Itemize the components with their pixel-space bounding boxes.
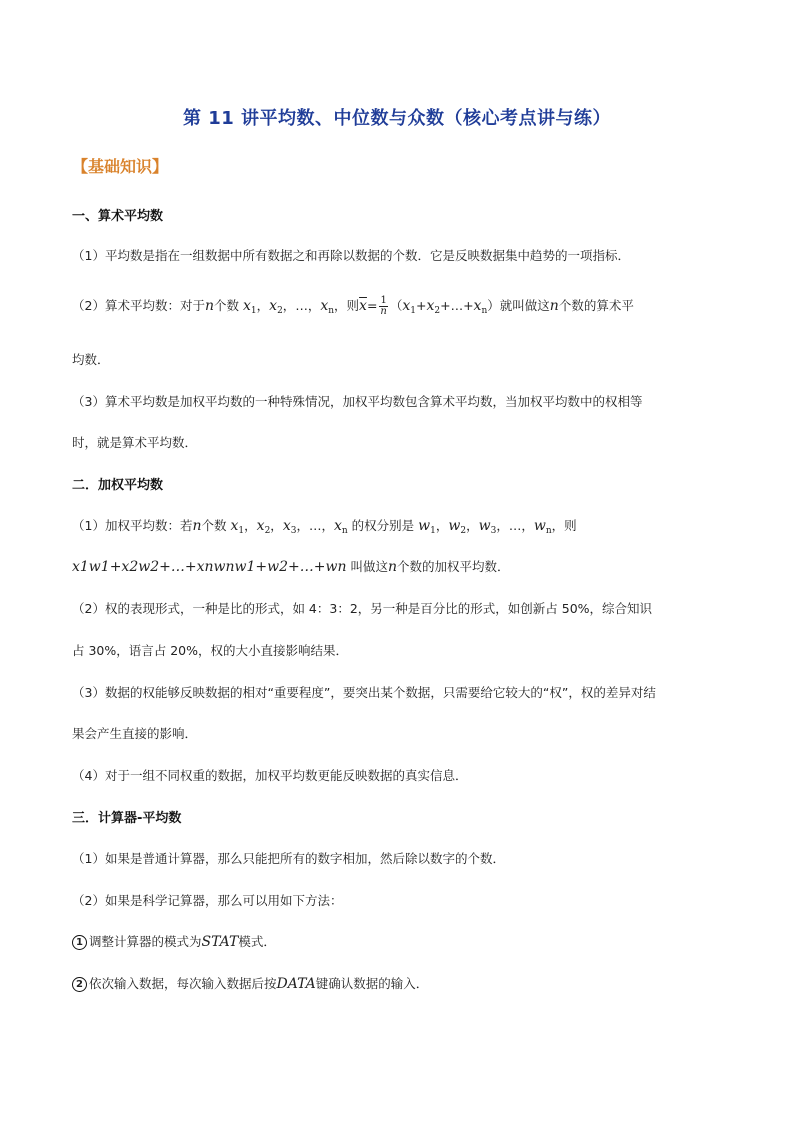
weighted-formula: x1w1+x2w2+…+xnwnw1+w2+…+wn xyxy=(72,559,347,575)
paragraph-s2-p2-line2: 占 30%，语言占 20%，权的大小直接影响结果． xyxy=(72,643,349,658)
circled-number-1: 1 xyxy=(72,935,87,950)
var-x1: $x_1$ xyxy=(243,298,257,316)
paragraph-s2-p1-line1: （1）加权平均数：若n个数 $x_1$，$x_2$，$x_3$，…，$x_n$ 的权分别是 $w_1$，$w_2$，$w_3$，…，$w_n$，则 xyxy=(72,518,577,536)
paragraph-s1-p3-line2: 时，就是算术平均数． xyxy=(72,435,198,450)
heading-calculator-mean: 三．计算器-平均数 xyxy=(72,811,182,826)
paragraph-s3-p1: （1）如果是普通计算器，那么只能把所有的数字相加，然后除以数字的个数． xyxy=(72,851,505,866)
page-title: 第 11 讲平均数、中位数与众数（核心考点讲与练） xyxy=(182,108,612,129)
step-2: 2 依次输入数据，每次输入数据后按DATA键确认数据的输入． xyxy=(72,974,724,992)
key-data: DATA xyxy=(276,976,316,992)
heading-weighted-mean: 二．加权平均数 xyxy=(72,478,164,493)
paragraph-s2-p3-line1: （3）数据的权能够反映数据的相对“重要程度”，要突出某个数据，只需要给它较大的“权”，权的差异对结 xyxy=(72,685,656,700)
paragraph-s1-p2: （2）算术平均数：对于n个数 $x_1$，$x_2$，…，$x_n$，则$\overline{x}=$ $\frac{1}{n}$ $(x_1+x_2+\dots+x_n)$就叫做这n个数的算术平 xyxy=(72,295,634,317)
section-tag-basic-knowledge: 【基础知识】 xyxy=(72,157,169,176)
paragraph-s2-p1-line2: x1w1+x2w2+…+xnwnw1+w2+…+wn 叫做这n个数的加权平均数． xyxy=(72,559,510,575)
paragraph-s1-p3-line1: （3）算术平均数是加权平均数的一种特殊情况，加权平均数包含算术平均数，当加权平均数中的权相等 xyxy=(72,394,643,409)
fraction-one-over-n: $\frac{1}{n}$ xyxy=(380,295,387,317)
paragraph-s1-p1: （1）平均数是指在一组数据中所有数据之和再除以数据的个数．它是反映数据集中趋势的一项指标． xyxy=(72,248,630,263)
heading-arithmetic-mean: 一、算术平均数 xyxy=(72,209,164,224)
step-1: 1 调整计算器的模式为STAT模式． xyxy=(72,932,724,950)
var-xn: $x_n$ xyxy=(320,298,335,316)
paragraph-s1-p2-cont: 均数． xyxy=(72,352,110,367)
paragraph-s2-p2-line1: （2）权的表现形式，一种是比的形式，如 4：3：2，另一种是百分比的形式，如创新占 50%，综合知识 xyxy=(72,601,653,616)
x-bar: $\overline{x}$ xyxy=(359,298,367,314)
var-x2: $x_2$ xyxy=(269,298,283,316)
paragraph-s2-p3-line2: 果会产生直接的影响． xyxy=(72,726,198,741)
circled-number-2: 2 xyxy=(72,977,87,992)
key-stat: STAT xyxy=(201,934,239,950)
paragraph-s2-p4: （4）对于一组不同权重的数据，加权平均数更能反映数据的真实信息． xyxy=(72,768,468,783)
paragraph-s3-p2: （2）如果是科学记算器，那么可以用如下方法： xyxy=(72,893,343,908)
